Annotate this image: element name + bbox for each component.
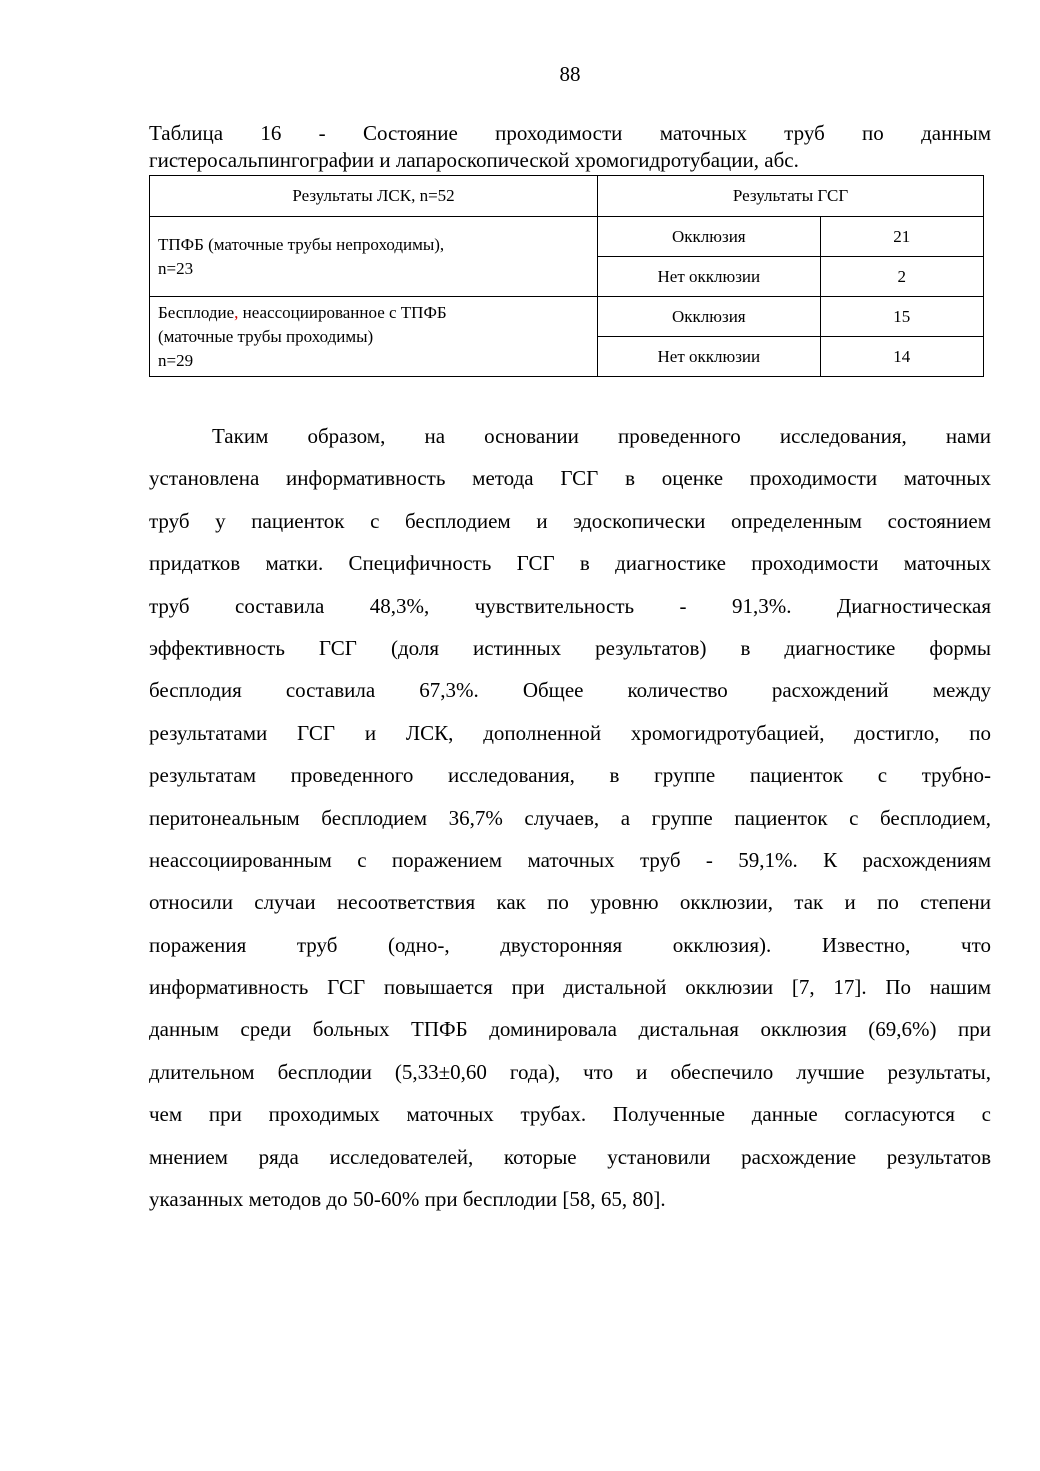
group-label-n: n=29 [158, 350, 194, 370]
paragraph-line: указанных методов до 50-60% при бесплодии [58, 65, 80]. [149, 1187, 666, 1212]
paragraph-line: бесплодия составила 67,3%. Общее количество расхождений между [149, 678, 991, 703]
body-paragraph [149, 415, 991, 1220]
table-row [150, 217, 984, 257]
paragraph-line: эффективность ГСГ (доля истинных результатов) в диагностике формы [149, 635, 991, 660]
paragraph-line: поражения труб (одно-, двусторонняя окклюзия). Известно, что [149, 932, 991, 957]
paragraph-line: относили случаи несоответствия как по уровню окклюзии, так и по степени [149, 890, 991, 915]
paragraph-line: перитонеальным бесплодием 36,7% случаев, а группе пациенток с бесплодием, [149, 805, 991, 830]
header-lsk-n: n=52 [415, 186, 455, 205]
table-row [150, 297, 984, 337]
caption-line-2: гистеросальпингографии и лапароскопической хромогидротубации, абс. [149, 148, 799, 172]
group-label-line [158, 301, 589, 325]
paragraph-line: неассоциированным с поражением маточных труб - 59,1%. К расхождениям [149, 847, 991, 872]
result-cell: Окклюзия [598, 297, 821, 337]
paragraph-line: установлена информативность метода ГСГ в оценке проходимости маточных [149, 466, 991, 491]
paragraph-line: придатков матки. Специфичность ГСГ в диагностике проходимости маточных [149, 551, 991, 576]
paragraph-line: Таким образом, на основании проведенного исследования, нами [212, 424, 991, 448]
header-lsk-cell [150, 176, 598, 217]
paragraph-line: результатам проведенного исследования, в группе пациенток с трубно- [149, 763, 991, 788]
group-label-word: Бесплодие [158, 302, 235, 322]
result-cell: Нет окклюзии [598, 337, 821, 377]
paragraph-line: результатами ГСГ и ЛСК, дополненной хромогидротубацией, достигло, по [149, 720, 991, 745]
group-label-line: ТПФБ (маточные трубы непроходимы), [158, 234, 445, 254]
group-label-cell [150, 217, 598, 297]
header-lsk-comma: , [411, 186, 416, 205]
table-header-row [150, 176, 984, 217]
group-label-line: (маточные трубы проходимы) [158, 326, 374, 346]
paragraph-line: труб у пациенток с бесплодием и эдоскопически определенным состоянием [149, 508, 991, 533]
result-cell: Окклюзия [598, 217, 821, 257]
paragraph-line: данным среди больных ТПФБ доминировала дистальная окклюзия (69,6%) при [149, 1017, 991, 1042]
result-cell: Нет окклюзии [598, 257, 821, 297]
page-number: 88 [559, 62, 581, 86]
group-label-cell [150, 297, 598, 377]
header-lsk-label: Результаты ЛСК [292, 186, 412, 205]
paragraph-line: чем при проходимых маточных трубах. Полученные данные согласуются с [149, 1102, 991, 1127]
paragraph-line: труб составила 48,3%, чувствительность - 91,3%. Диагностическая [149, 593, 991, 618]
paragraph-line: информативность ГСГ повышается при дистальной окклюзии [7, 17]. По нашим [149, 975, 991, 1000]
count-cell: 2 [820, 257, 983, 297]
group-label-rest: неассоциированное с ТПФБ [238, 302, 447, 322]
count-cell: 15 [820, 297, 983, 337]
paragraph-line: длительном бесплодии (5,33±0,60 года), что и обеспечило лучшие результаты, [149, 1059, 991, 1084]
count-cell: 14 [820, 337, 983, 377]
table-caption [149, 120, 991, 174]
results-table [149, 175, 984, 377]
header-gsg-cell: Результаты ГСГ [598, 176, 984, 217]
count-cell: 21 [820, 217, 983, 257]
group-label-comma: , [234, 302, 239, 322]
caption-line-1: Таблица 16 - Состояние проходимости маточных труб по данным [149, 121, 991, 145]
paragraph-line: мнением ряда исследователей, которые установили расхождение результатов [149, 1144, 991, 1169]
group-label-n: n=23 [158, 258, 194, 278]
